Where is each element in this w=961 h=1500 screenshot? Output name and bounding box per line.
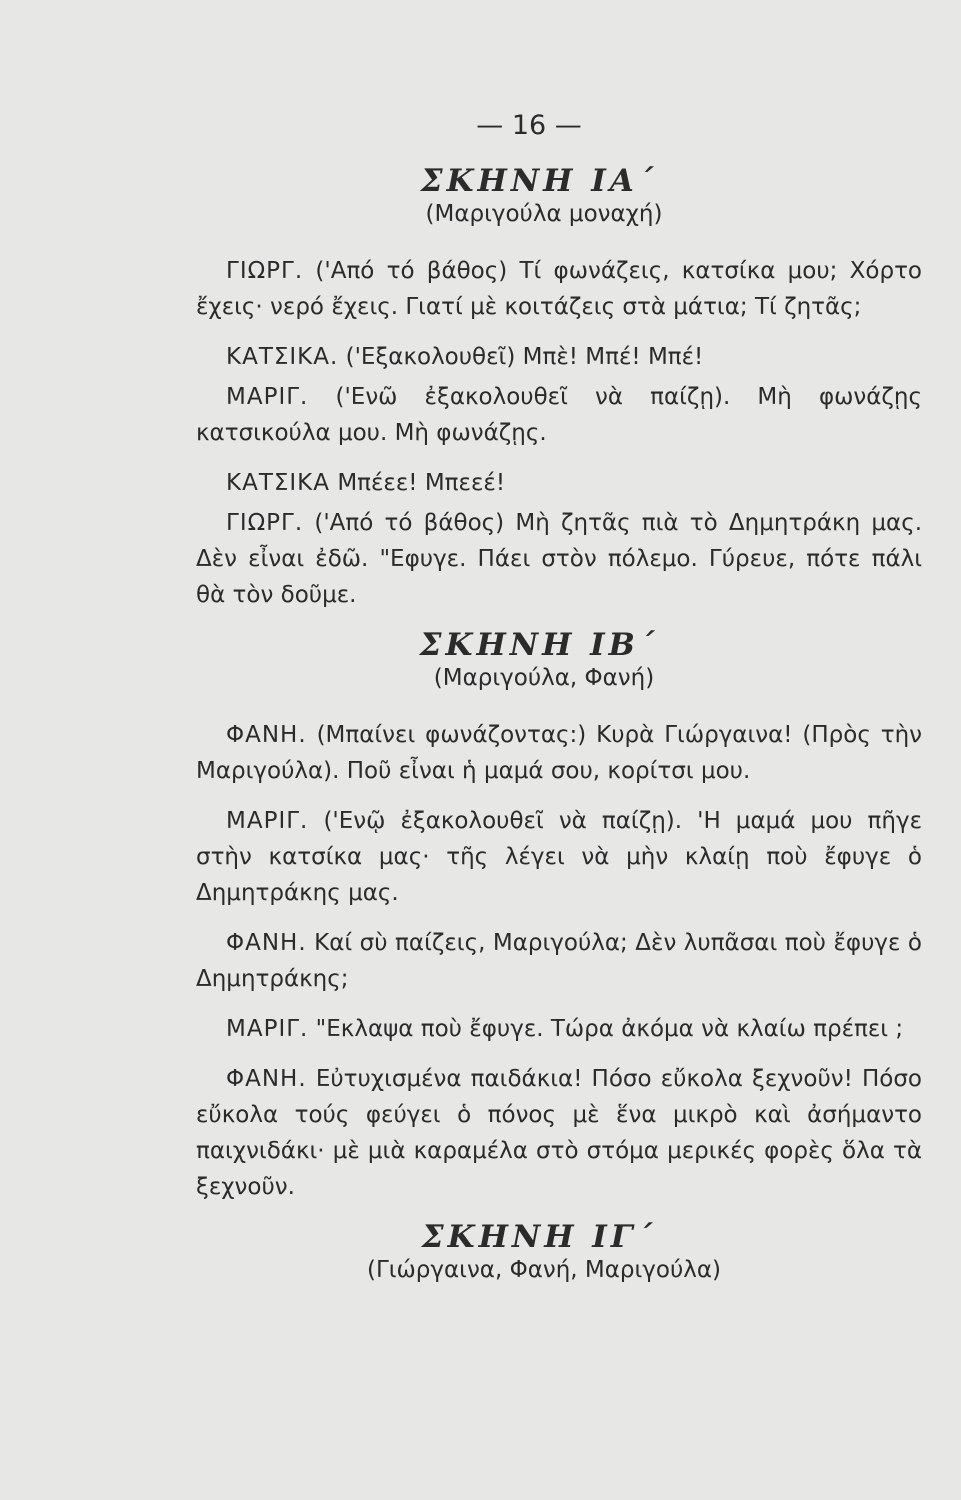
scene-title: ΣΚΗΝΗ ΙΑ΄: [420, 163, 658, 199]
speaker: ΜΑΡΙΓ.: [226, 808, 309, 834]
page-number: — 16 —: [476, 110, 582, 141]
dialogue-line: [196, 253, 922, 325]
speaker: ΜΑΡΙΓ.: [226, 1016, 309, 1042]
dialogue-text: "Εκλαψα ποὺ ἔφυγε. Τώρα ἀκόμα νὰ κλαίω πρέπει ;: [315, 1016, 904, 1042]
dialogue-line: [196, 379, 922, 451]
speaker: ΚΑΤΣΙΚΑ.: [226, 344, 339, 370]
dialogue-text: Μπέεε! Μπεεέ!: [337, 470, 506, 496]
dialogue-line: [196, 1061, 922, 1205]
speaker: ΦΑΝΗ.: [226, 930, 307, 956]
page-content: [196, 110, 922, 1309]
speaker: ΓΙΩΡΓ.: [226, 510, 304, 536]
dialogue-text: Εὐτυχισμένα παιδάκια! Πόσο εὔκολα ξεχνοῦν! Πόσο εὔκολα τούς φεύγει ὁ πόνος μὲ ἕνα μικρὸ καὶ ἀσήμαντο παιχνιδάκι· μὲ μιὰ καραμέλα στὸ στόμα μερικές φορὲς ὅλα τὰ ξεχνοῦν.: [196, 1066, 923, 1200]
dialogue-text: ('Ενῷ ἐξακολουθεῖ νὰ παίζῃ). 'Η μαμά μου πῆγε στὴν κατσίκα μας· τῆς λέγει νὰ μὴν κλαίῃ ποὺ ἔφυγε ὁ Δημητράκης μας.: [196, 808, 923, 906]
speaker: ΓΙΩΡΓ.: [226, 258, 304, 284]
dialogue-text: Καί σὺ παίζεις, Μαριγούλα; Δὲν λυπᾶσαι ποὺ ἔφυγε ὁ Δημητράκης;: [196, 930, 922, 992]
dialogue-text: ('Από τό βάθος) Τί φωνάζεις, κατσίκα μου; Χόρτο ἔχεις· νερό ἔχεις. Γιατί μὲ κοιτάζεις στὰ μάτια; Τί ζητᾶς;: [196, 258, 923, 320]
scene-cast: (Γιώργαινα, Φανή, Μαριγούλα): [366, 1257, 722, 1283]
scene-title: ΣΚΗΝΗ ΙΒ΄: [419, 627, 659, 663]
dialogue-text: (Μπαίνει φωνάζοντας:) Κυρὰ Γιώργαινα! (Πρὸς τὴν Μαριγούλα). Ποῦ εἶναι ἡ μαμά σου, κορίτσι μου.: [196, 722, 923, 784]
scene-cast: (Μαριγούλα μοναχή): [425, 201, 663, 227]
speaker: ΦΑΝΗ.: [226, 722, 307, 748]
dialogue-line: [196, 717, 922, 789]
dialogue-text: ('Ενῶ ἐξακολουθεῖ νὰ παίζῃ). Μὴ φωνάζῃς κατσικούλα μου. Μὴ φωνάζῃς.: [196, 384, 923, 446]
scene-cast: (Μαριγούλα, Φανή): [433, 665, 655, 691]
dialogue-line: [196, 1011, 922, 1047]
speaker: ΚΑΤΣΙΚΑ: [226, 470, 330, 496]
dialogue-text: ('Από τό βάθος) Μὴ ζητᾶς πιὰ τὸ Δημητράκη μας. Δὲν εἶναι ἐδῶ. "Εφυγε. Πάει στὸν πόλεμο. Γύρευε, πότε πάλι θὰ τὸν δοῦμε.: [196, 510, 923, 608]
dialogue-line: [196, 803, 922, 911]
dialogue-line: [196, 339, 922, 375]
scene-title: ΣΚΗΝΗ ΙΓ΄: [421, 1219, 657, 1255]
dialogue-line: [196, 925, 922, 997]
dialogue-text: ('Εξακολουθεῖ) Μπὲ! Μπέ! Μπέ!: [345, 344, 704, 370]
dialogue-line: [196, 505, 922, 613]
speaker: ΜΑΡΙΓ.: [226, 384, 309, 410]
speaker: ΦΑΝΗ.: [226, 1066, 307, 1092]
dialogue-line: [196, 465, 922, 501]
